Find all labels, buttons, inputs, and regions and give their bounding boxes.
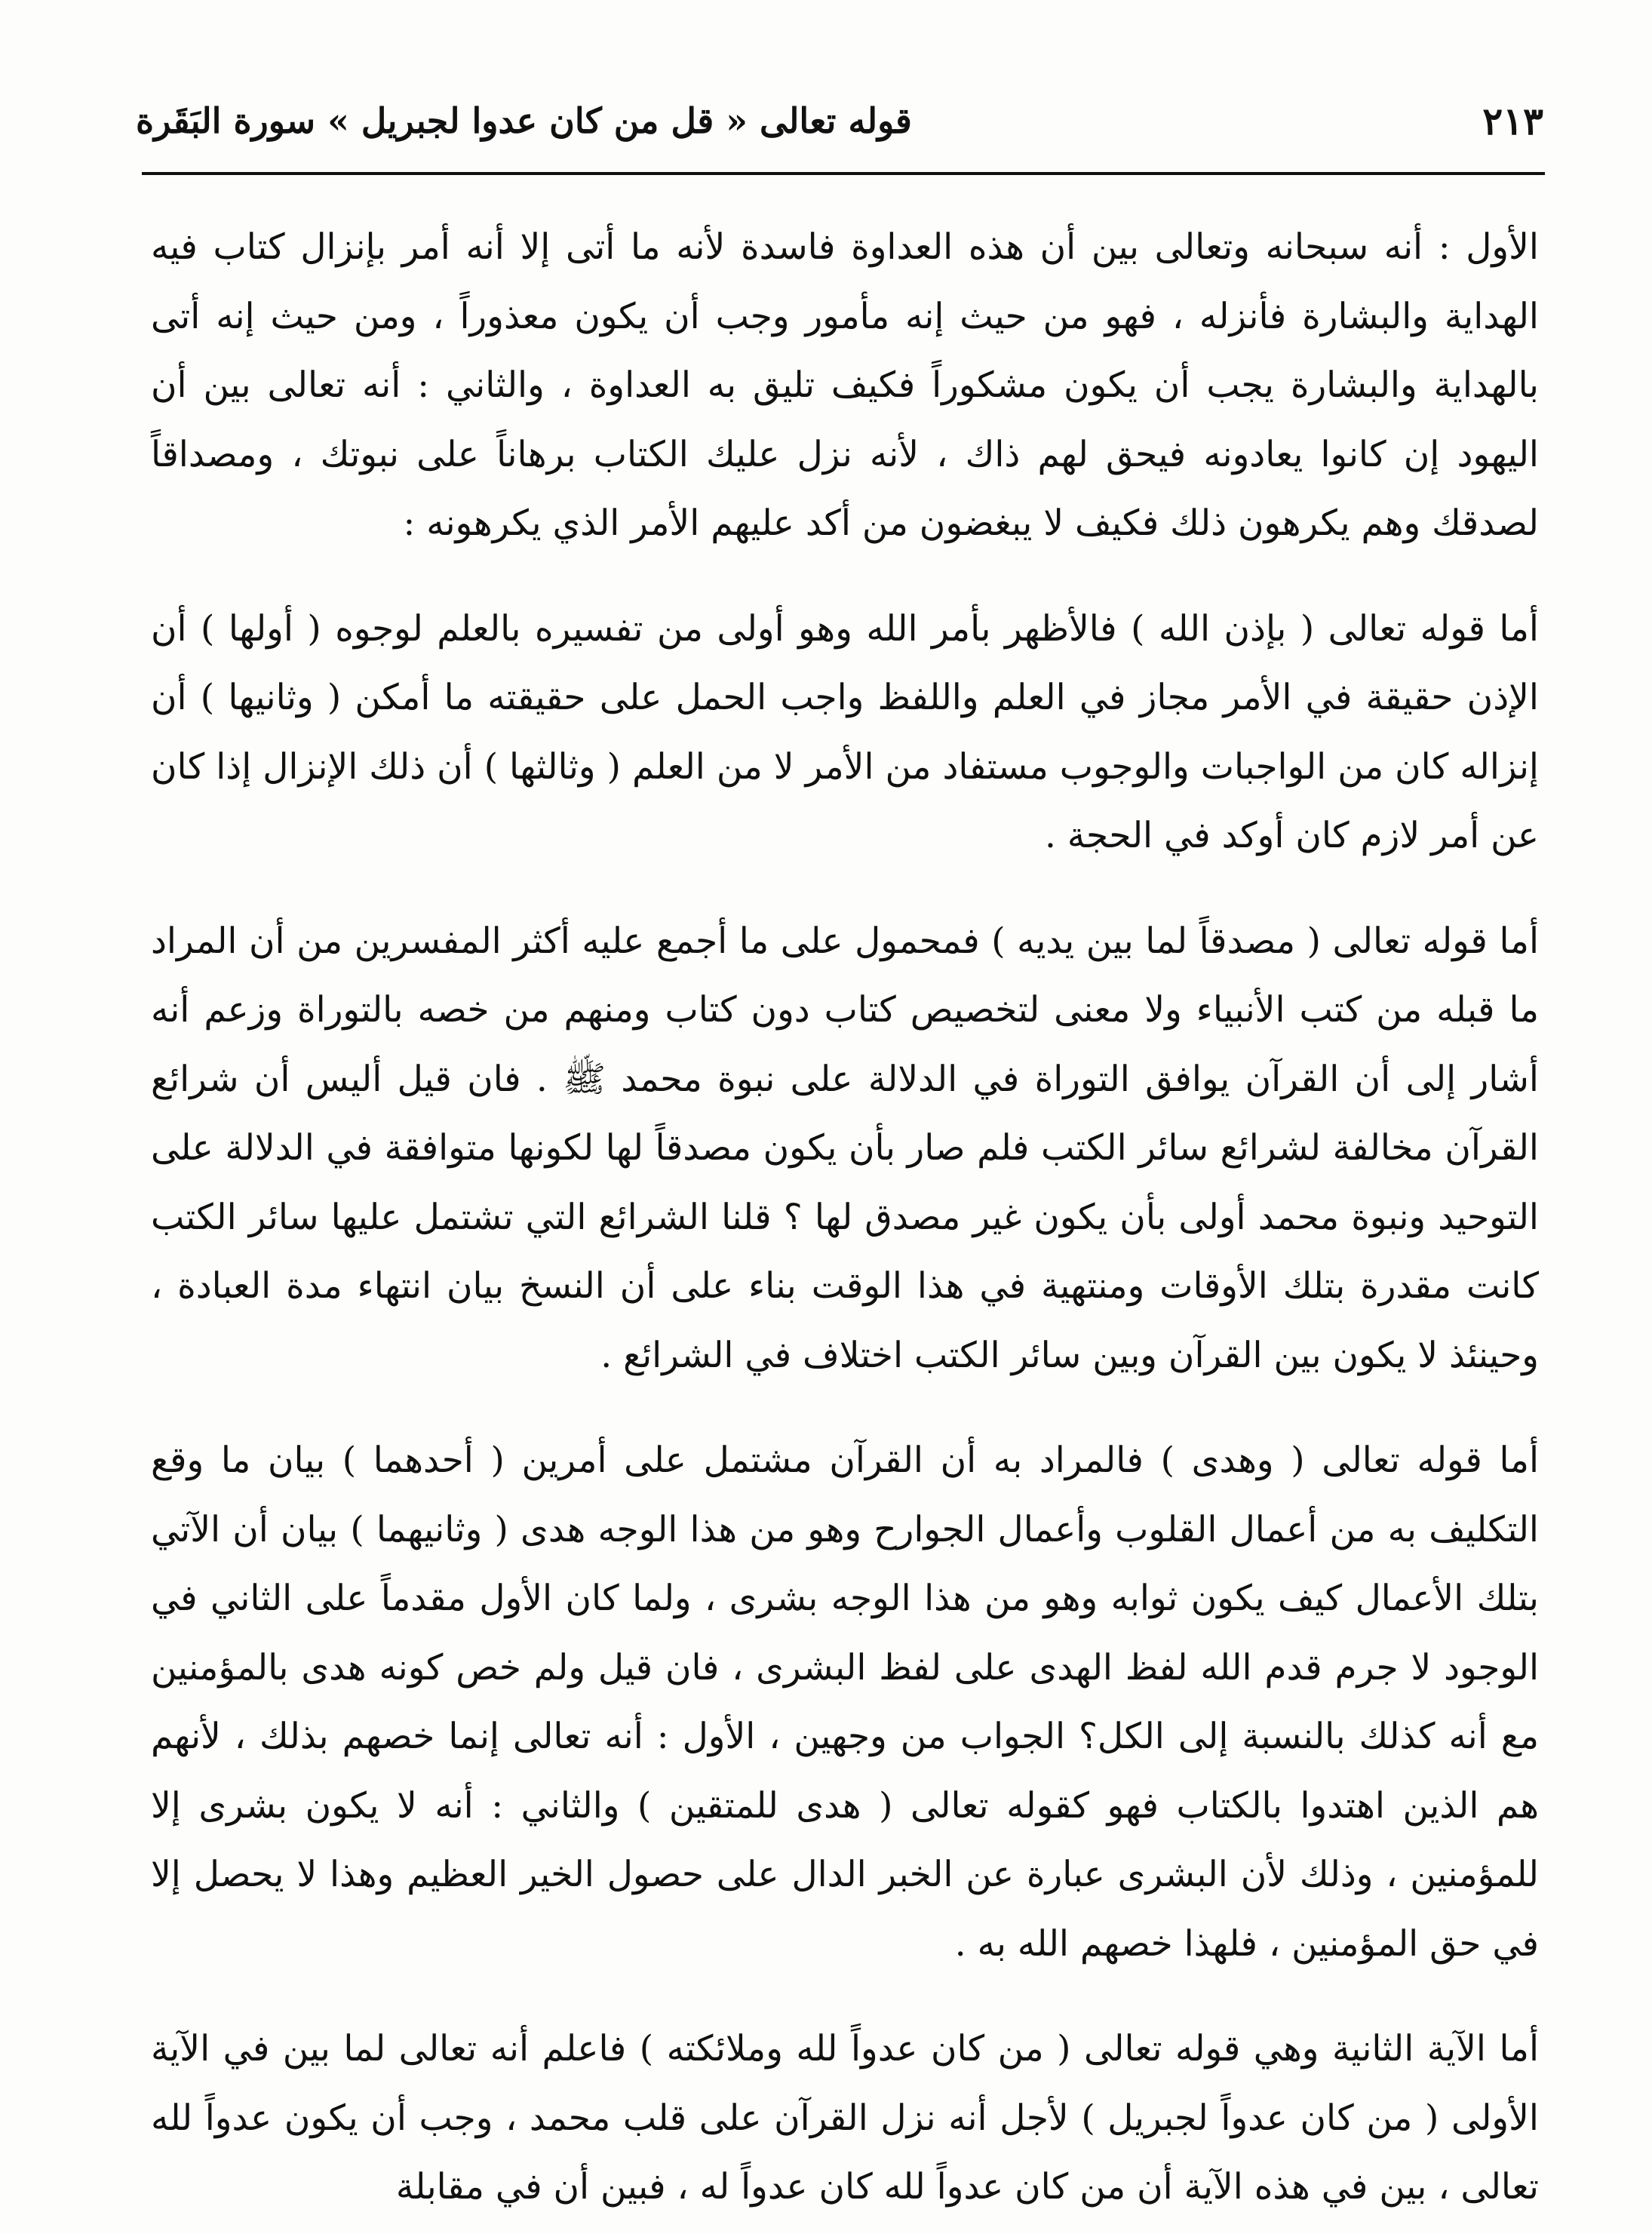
paragraph: أما قوله تعالى ( وهدى ) فالمراد به أن القرآن مشتمل على أمرين ( أحدهما ) بيان ما وقع التكليف به من أعمال القلوب وأعمال الجوارح وهو من هذا الوجه هدى ( وثانيهما ) بيان أن الآتي بتلك الأعمال كيف يكون ثوابه وهو من هذا الوجه بشرى ، ولما كان الأول مقدماً على الثاني في الوجود لا جرم قدم الله لفظ الهدى على لفظ البشرى ، فان قيل ولم خص كونه هدى بالمؤمنين مع أنه كذلك بالنسبة إلى الكل؟ الجواب من وجهين ، الأول : أنه تعالى إنما خصهم بذلك ، لأنهم هم الذين اهتدوا بالكتاب فهو كقوله تعالى ( هدى للمتقين ) والثاني : أنه لا يكون بشرى إلا للمؤمنين ، وذلك لأن البشرى عبارة عن الخبر الدال على حصول الخير العظيم وهذا لا يحصل إلا في حق المؤمنين ، فلهذا خصهم الله به . — [151, 1440, 1539, 1965]
running-head: قوله تعالى « قل من كان عدوا لجبريل » سورة البَقَرة — [136, 100, 912, 141]
paragraph: الأول : أنه سبحانه وتعالى بين أن هذه العداوة فاسدة لأنه ما أتى إلا أنه أمر بإنزال كتاب فيه الهداية والبشارة فأنزله ، فهو من حيث إنه مأمور وجب أن يكون معذوراً ، ومن حيث إنه أتى بالهداية والبشارة يجب أن يكون مشكوراً فكيف تليق به العداوة ، والثاني : أنه تعالى بين أن اليهود إن كانوا يعادونه فيحق لهم ذاك ، لأنه نزل عليك الكتاب برهاناً على نبوتك ، ومصداقاً لصدقك وهم يكرهون ذلك فكيف لا يبغضون من أكد عليهم الأمر الذي يكرهونه : — [151, 226, 1539, 544]
page-number: ٢١٣ — [1482, 98, 1543, 143]
paragraph: أما الآية الثانية وهي قوله تعالى ( من كان عدواً لله وملائكته ) فاعلم أنه تعالى لما بين في الآية الأولى ( من كان عدواً لجبريل ) لأجل أنه نزل القرآن على قلب محمد ، وجب أن يكون عدواً لله تعالى ، بين في هذه الآية أن من كان عدواً لله كان عدواً له ، فبين أن في مقابلة — [151, 2028, 1539, 2208]
page-body — [151, 213, 1539, 2222]
paragraph: أما قوله تعالى ( بإذن الله ) فالأظهر بأمر الله وهو أولى من تفسيره بالعلم لوجوه ( أولها ) أن الإذن حقيقة في الأمر مجاز في العلم واللفظ واجب الحمل على حقيقته ما أمكن ( وثانيها ) أن إنزاله كان من الواجبات والوجوب مستفاد من الأمر لا من العلم ( وثالثها ) أن ذلك الإنزال إذا كان عن أمر لازم كان أوكد في الحجة . — [151, 607, 1539, 856]
paragraph: أما قوله تعالى ( مصدقاً لما بين يديه ) فمحمول على ما أجمع عليه أكثر المفسرين من أن المراد ما قبله من كتب الأنبياء ولا معنى لتخصيص كتاب دون كتاب ومنهم من خصه بالتوراة وزعم أنه أشار إلى أن القرآن يوافق التوراة في الدلالة على نبوة محمد ﷺ . فان قيل أليس أن شرائع القرآن مخالفة لشرائع سائر الكتب فلم صار بأن يكون مصدقاً لها لكونها متوافقة في الدلالة على التوحيد ونبوة محمد أولى بأن يكون غير مصدق لها ؟ قلنا الشرائع التي تشتمل عليها سائر الكتب كانت مقدرة بتلك الأوقات ومنتهية في هذا الوقت بناء على أن النسخ بيان انتهاء مدة العبادة ، وحينئذ لا يكون بين القرآن وبين سائر الكتب اختلاف في الشرائع . — [151, 920, 1539, 1376]
header-rule — [142, 172, 1545, 175]
page-header — [136, 75, 1543, 166]
